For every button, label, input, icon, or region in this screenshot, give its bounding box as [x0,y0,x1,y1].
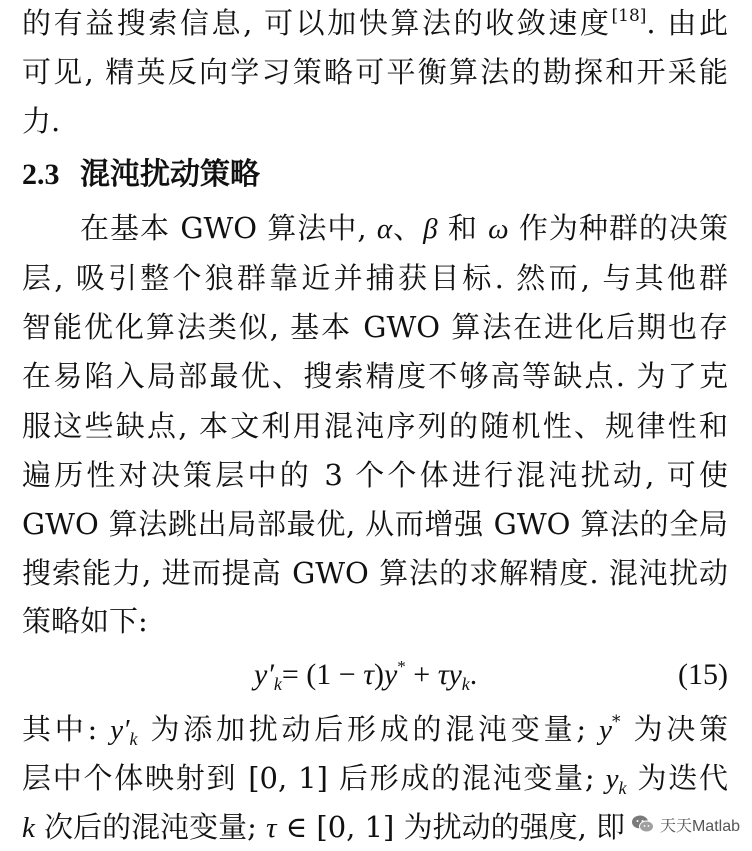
paragraph-line: 服这些缺点, 本文利用混沌序列的随机性、规律性和 [22,409,728,443]
paragraph-line: 在易陷入局部最优、搜索精度不够高等缺点. 为了克 [22,359,728,393]
paragraph-line: 可见, 精英反向学习策略可平衡算法的勘探和开采能 [22,55,729,89]
paragraph-line: 在基本 GWO 算法中, α、β 和 ω 作为种群的决策 [80,211,729,245]
paragraph-line: 智能优化算法类似, 基本 GWO 算法在进化后期也存 [22,310,728,344]
paragraph-line: 层中个体映射到 [0, 1] 后形成的混沌变量; $y_k$ 为迭代 [22,761,728,798]
wechat-icon [631,814,655,834]
equation-formula: $y'_k= (1 - \tau)y^* + \tau y_k$. [254,657,478,694]
citation[interactable]: [18] [611,6,647,26]
paragraph-line: k 次后的混沌变量; τ ∈ [0, 1] 为扰动的强度, 即 [22,810,626,844]
paragraph-line: 的有益搜索信息, 可以加快算法的收敛速度[18]. 由此 [22,6,729,40]
paragraph-line: 层, 吸引整个狼群靠近并捕获目标. 然而, 与其他群 [22,261,728,295]
paragraph-line: 策略如下: [22,604,148,638]
paragraph-line: 搜索能力, 进而提高 GWO 算法的求解精度. 混沌扰动 [22,556,728,590]
equation-15 [22,652,728,698]
watermark [631,811,740,837]
paragraph-line: 遍历性对决策层中的 3 个个体进行混沌扰动, 可使 [22,458,728,492]
section-number: 2.3 [22,158,60,191]
section-title: 混沌扰动策略 [80,157,260,192]
paragraph-line: 力. [22,104,61,138]
section-heading [22,152,260,198]
watermark-label: 天天Matlab [659,817,740,835]
equation-number: (15) [678,658,728,691]
paragraph-line: GWO 算法跳出局部最优, 从而增强 GWO 算法的全局 [22,507,728,541]
paragraph-line: 其中: $y'_k$ 为添加扰动后形成的混沌变量; y* 为决策 [22,712,728,749]
